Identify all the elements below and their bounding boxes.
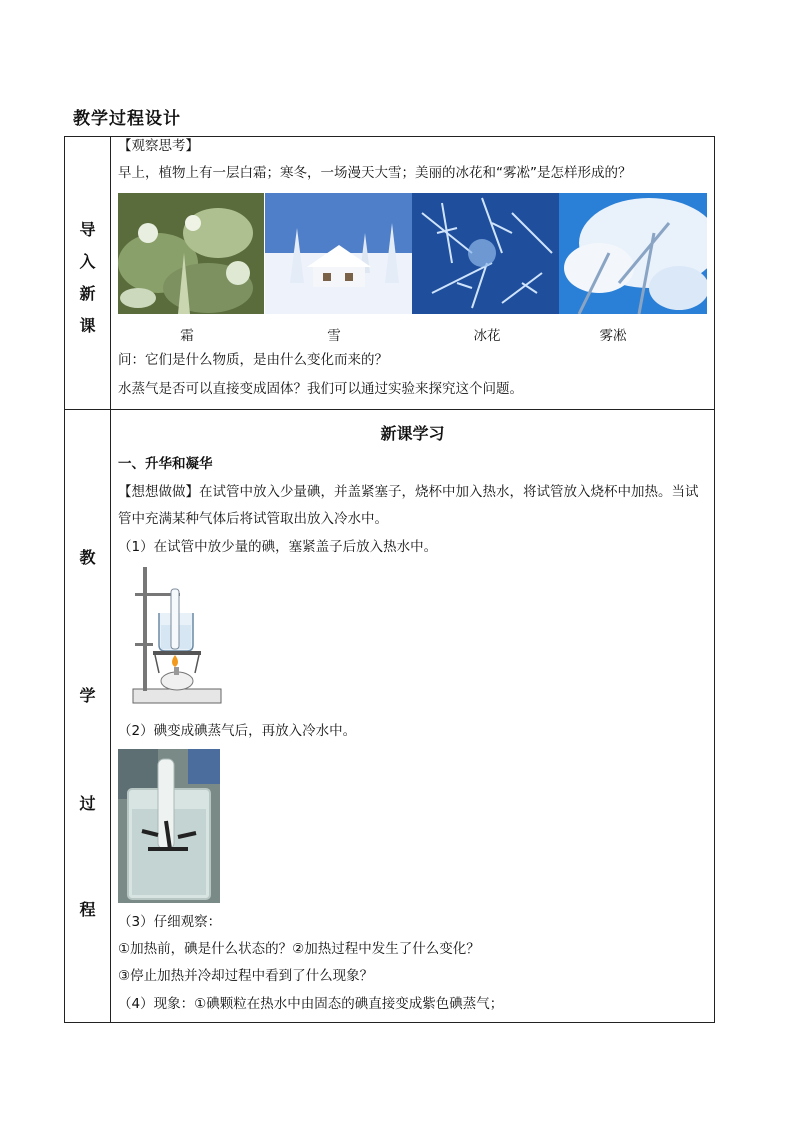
phenomenon-text: （4）现象：①碘颗粒在热水中由固态的碘直接变成紫色碘蒸气；	[118, 996, 504, 1012]
section1-side-char: 课	[79, 316, 96, 335]
step-text: （2）碘变成碘蒸气后，再放入冷水中。	[118, 723, 357, 739]
photo-caption: 雪	[327, 328, 341, 344]
page-title: 教学过程设计	[73, 109, 181, 129]
intro-text: 早上，植物上有一层白霜；寒冬，一场漫天大雪；美丽的冰花和“雾凇”是怎样形成的？	[118, 165, 632, 181]
question-text: 水蒸气是否可以直接变成固体？我们可以通过实验来探究这个问题。	[118, 381, 523, 397]
section2-side-char: 程	[79, 900, 96, 919]
section1-side-char: 新	[79, 284, 96, 303]
photo-caption: 雾凇	[599, 328, 627, 344]
photo-caption: 霜	[180, 328, 194, 344]
section2-side-char: 学	[79, 686, 96, 705]
ice-crystal-photo	[412, 193, 559, 314]
observe-heading: 【观察思考】	[118, 138, 199, 154]
iodine-heating-apparatus-figure	[125, 563, 225, 709]
experiment-text: 管中充满某种气体后将试管取出放入冷水中。	[118, 511, 388, 527]
section-heading: 新课学习	[380, 424, 445, 443]
experiment-text: 【想想做做】在试管中放入少量碘，并盖紧塞子，烧杯中加入热水，将试管放入烧杯中加热。当试	[118, 484, 699, 500]
lesson-table	[64, 136, 715, 1023]
frost-on-leaves-photo	[118, 193, 264, 314]
section2-side-char: 过	[79, 794, 96, 813]
step-text: （3）仔细观察：	[118, 914, 222, 930]
sub-heading: 一、升华和凝华	[118, 456, 213, 472]
snowy-house-photo	[265, 193, 412, 314]
observe-question: ①加热前，碘是什么状态的？②加热过程中发生了什么变化？	[118, 941, 480, 957]
observe-question: ③停止加热并冷却过程中看到了什么现象？	[118, 968, 374, 984]
rime-tree-photo	[559, 193, 707, 314]
photo-caption: 冰花	[473, 328, 501, 344]
section2-side-char: 教	[79, 548, 96, 567]
row-divider	[65, 409, 714, 410]
question-text: 问：它们是什么物质，是由什么变化而来的？	[118, 352, 388, 368]
step-text: （1）在试管中放少量的碘，塞紧盖子后放入热水中。	[118, 539, 438, 555]
section1-side-char: 入	[79, 252, 96, 271]
section1-side-char: 导	[79, 220, 96, 239]
beaker-cold-water-photo	[118, 749, 220, 903]
column-divider	[110, 137, 111, 1022]
